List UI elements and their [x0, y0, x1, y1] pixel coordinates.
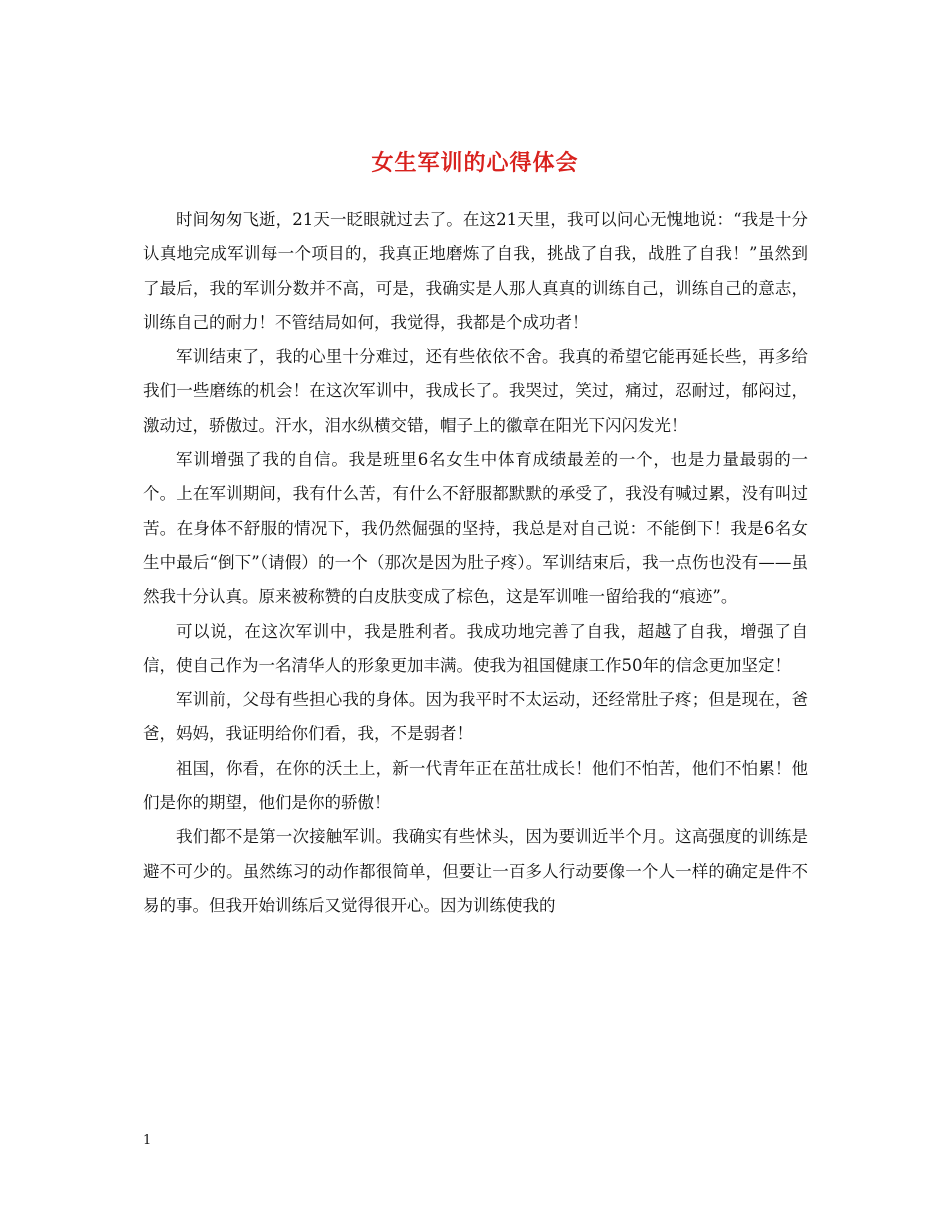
paragraph: 军训前，父母有些担心我的身体。因为我平时不太运动，还经常肚子疼；但是现在，爸爸，妈妈，我证明给你们看，我，不是弱者！ — [143, 690, 808, 744]
paragraph: 可以说，在这次军训中，我是胜利者。我成功地完善了自我，超越了自我，增强了自信，使自己作为一名清华人的形象更加丰满。使我为祖国健康工作50年的信念更加坚定！ — [143, 621, 808, 675]
paragraph: 军训结束了，我的心里十分难过，还有些依依不舍。我真的希望它能再延长些，再多给我们一些磨练的机会！在这次军训中，我成长了。我哭过，笑过，痛过，忍耐过，郁闷过，激动过，骄傲过。汗水，泪水纵横交错，帽子上的徽章在阳光下闪闪发光！ — [143, 347, 808, 435]
document-body — [143, 203, 808, 923]
page-number: 1 — [143, 1133, 152, 1148]
paragraph: 我们都不是第一次接触军训。我确实有些怵头，因为要训近半个月。这高强度的训练是避不可少的。虽然练习的动作都很简单，但要让一百多人行动要像一个人一样的确定是件不易的事。但我开始训练后又觉得很开心。因为训练使我的 — [143, 827, 808, 915]
paragraph: 军训增强了我的自信。我是班里6名女生中体育成绩最差的一个，也是力量最弱的一个。上在军训期间，我有什么苦，有什么不舒服都默默的承受了，我没有喊过累，没有叫过苦。在身体不舒服的情况下，我仍然倔强的坚持，我总是对自己说：不能倒下！我是6名女生中最后“倒下”（请假）的一个（那次是因为肚子疼）。军训结束后，我一点伤也没有——虽然我十分认真。原来被称赞的白皮肤变成了棕色，这是军训唯一留给我的“痕迹”。 — [143, 450, 808, 607]
document-title: 女生军训的心得体会 — [371, 149, 579, 176]
paragraph: 时间匆匆飞逝，21天一眨眼就过去了。在这21天里，我可以问心无愧地说：“我是十分认真地完成军训每一个项目的，我真正地磨炼了自我，挑战了自我，战胜了自我！”虽然到了最后，我的军训分数并不高，可是，我确实是人那人真真的训练自己，训练自己的意志，训练自己的耐力！不管结局如何，我觉得，我都是个成功者！ — [143, 210, 808, 332]
paragraph: 祖国，你看，在你的沃土上，新一代青年正在茁壮成长！他们不怕苦，他们不怕累！他们是你的期望，他们是你的骄傲！ — [143, 758, 808, 813]
